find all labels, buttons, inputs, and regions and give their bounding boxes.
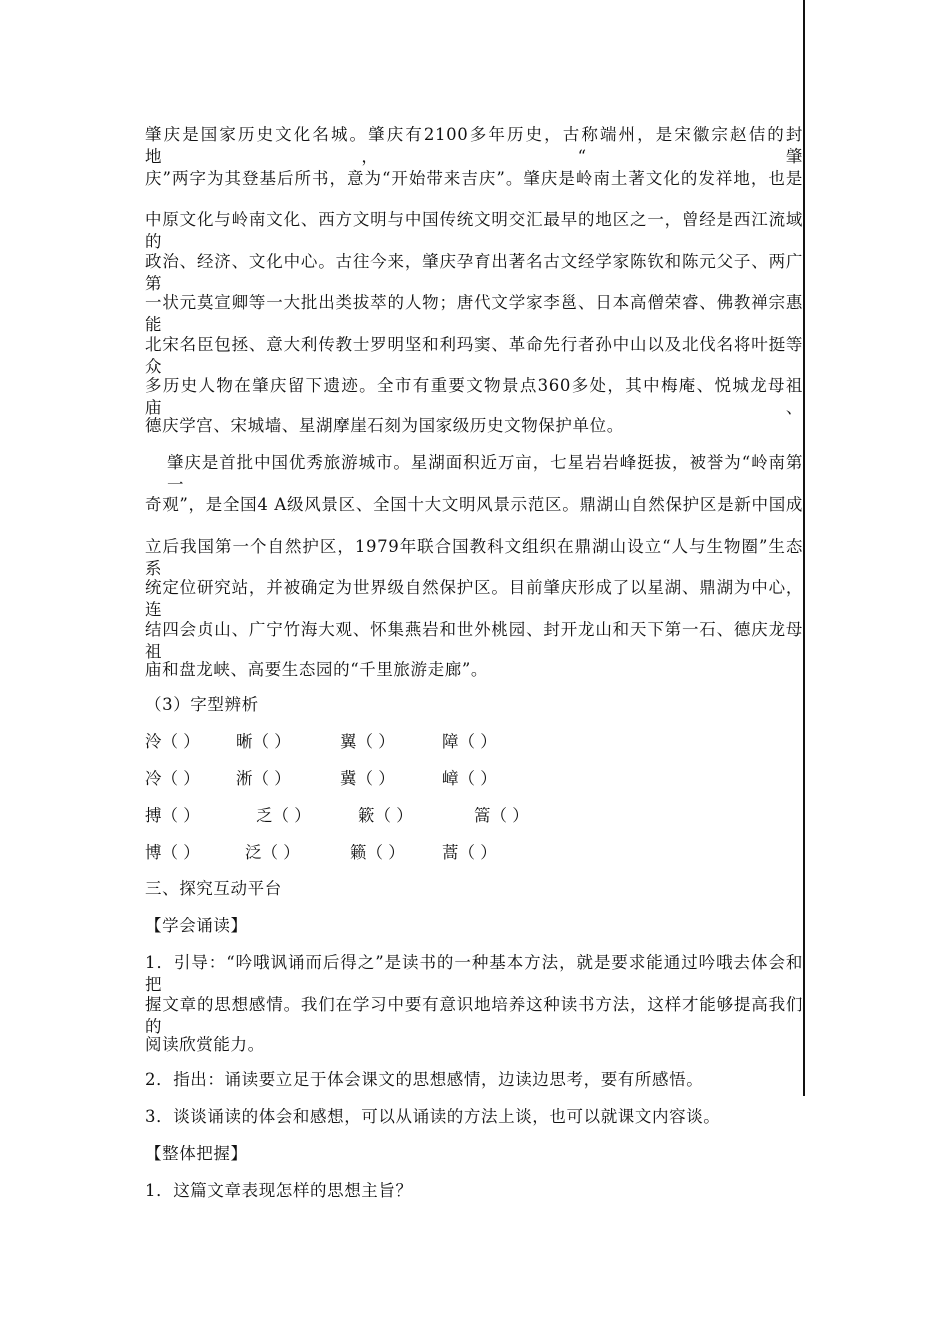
zixing-cell: 籁（ ） xyxy=(350,843,405,862)
text-column xyxy=(145,0,805,1344)
zixing-cell: 搏（ ） xyxy=(145,806,200,825)
zixing-cell: 蒿（ ） xyxy=(442,843,497,862)
zixing-cell: 障（ ） xyxy=(442,732,497,751)
zixing-cell: 泠（ ） xyxy=(145,732,200,751)
paragraph-1-line: 一状元莫宣卿等一大批出类拔萃的人物；唐代文学家李邕、日本高僧荣睿、佛教禅宗惠能 xyxy=(145,293,803,334)
xuehui-item-1-line: 1．引导：“吟哦讽诵而后得之”是读书的一种基本方法，就是要求能通过吟哦去体会和把 xyxy=(145,953,803,994)
zixing-cell: 翼（ ） xyxy=(340,732,395,751)
paragraph-1-line: 庆”两字为其登基后所书，意为“开始带来吉庆”。肇庆是岭南土著文化的发祥地，也是 xyxy=(145,169,803,188)
zixing-cell: 博（ ） xyxy=(145,843,200,862)
paragraph-2-line: 结四会贞山、广宁竹海大观、怀集燕岩和世外桃园、封开龙山和天下第一石、德庆龙母祖 xyxy=(145,620,803,661)
xuehui-item-2: 2．指出：诵读要立足于体会课文的思想感情，边读边思考，要有所感悟。 xyxy=(145,1070,704,1089)
zixing-cell: 泛（ ） xyxy=(245,843,300,862)
xuehui-item-1-line: 阅读欣赏能力。 xyxy=(145,1035,265,1054)
zixing-cell: 晰（ ） xyxy=(236,732,291,751)
paragraph-2-line: 肇庆是首批中国优秀旅游城市。星湖面积近万亩，七星岩岩峰挺拔，被誉为“岭南第一 xyxy=(167,453,803,494)
paragraph-2-line: 统定位研究站，并被确定为世界级自然保护区。目前肇庆形成了以星湖、鼎湖为中心，连 xyxy=(145,578,803,619)
paragraph-2-line: 立后我国第一个自然护区，1979年联合国教科文组织在鼎湖山设立“人与生物圈”生态系 xyxy=(145,537,803,578)
zixing-cell: 篙（ ） xyxy=(474,806,529,825)
paragraph-2-line: 奇观”，是全国4 A级风景区、全国十大文明风景示范区。鼎湖山自然保护区是新中国成 xyxy=(145,495,803,514)
zixing-cell: 乏（ ） xyxy=(256,806,311,825)
paragraph-1-line: 政治、经济、文化中心。古往今来，肇庆孕育出著名古文经学家陈钦和陈元父子、两广第 xyxy=(145,252,803,293)
paragraph-1-line: 肇庆是国家历史文化名城。肇庆有2100多年历史，古称端州，是宋徽宗赵佶的封地，“肇 xyxy=(145,125,803,166)
section-3-title: （3）字型辨析 xyxy=(145,695,259,714)
paragraph-1-line: 中原文化与岭南文化、西方文明与中国传统文明交汇最早的地区之一，曾经是西江流域的 xyxy=(145,210,803,251)
paragraph-1-line: 德庆学宫、宋城墙、星湖摩崖石刻为国家级历史文物保护单位。 xyxy=(145,416,624,435)
zixing-cell: 淅（ ） xyxy=(236,769,291,788)
zixing-cell: 簌（ ） xyxy=(358,806,413,825)
xuehui-item-1-line: 握文章的思想感情。我们在学习中要有意识地培养这种读书方法，这样才能够提高我们的 xyxy=(145,995,803,1036)
zixing-cell: 嶂（ ） xyxy=(442,769,497,788)
paragraph-1-line: 多历史人物在肇庆留下遗迹。全市有重要文物景点360多处，其中梅庵、悦城龙母祖庙、 xyxy=(145,376,803,417)
part-3-title: 三、探究互动平台 xyxy=(145,879,282,898)
paragraph-2-line: 庙和盘龙峡、高要生态园的“千里旅游走廊”。 xyxy=(145,660,488,679)
zixing-cell: 冷（ ） xyxy=(145,769,200,788)
xuehui-item-3: 3．谈谈诵读的体会和感想，可以从诵读的方法上谈，也可以就课文内容谈。 xyxy=(145,1107,721,1126)
zhengti-heading: 【整体把握】 xyxy=(145,1144,248,1163)
zixing-cell: 冀（ ） xyxy=(340,769,395,788)
zhengti-item-1: 1．这篇文章表现怎样的思想主旨？ xyxy=(145,1181,413,1200)
paragraph-1-line: 北宋名臣包拯、意大利传教士罗明坚和利玛窦、革命先行者孙中山以及北伐名将叶挺等众 xyxy=(145,335,803,376)
xuehui-heading: 【学会诵读】 xyxy=(145,916,248,935)
